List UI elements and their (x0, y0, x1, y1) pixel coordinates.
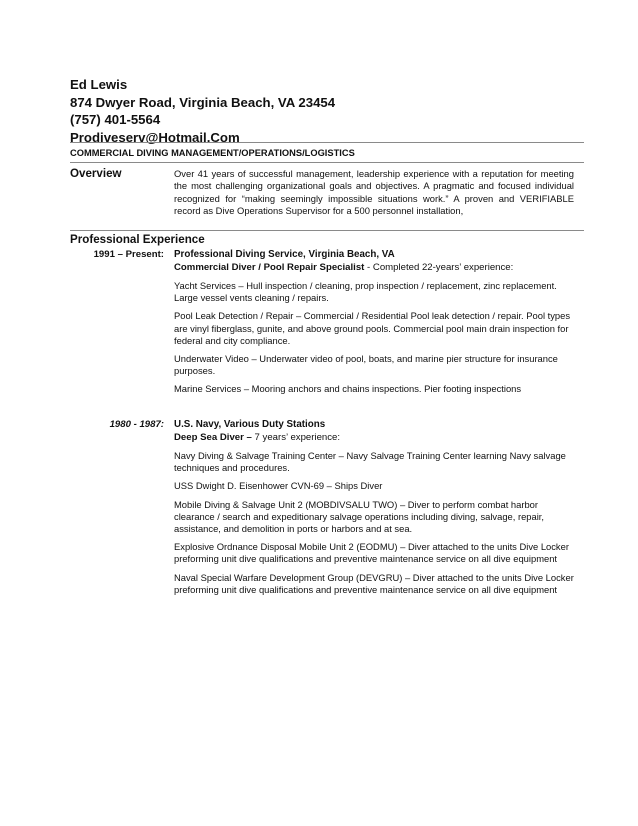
job-content (174, 419, 578, 596)
header-divider (70, 142, 584, 143)
contact-phone: (757) 401-5564 (70, 112, 161, 127)
job-duty: Pool Leak Detection / Repair – Commercial / Residential Pool leak detection / repair. Pool types are vinyl fiberglass, gunite, and above ground pools. Commercial pool main drain inspection for federal and city compliance. (174, 310, 571, 346)
job-role (174, 432, 578, 445)
job-organization: U.S. Navy, Various Duty Stations (174, 419, 326, 430)
contact-email: Prodiveserv@Hotmail.Com (70, 129, 240, 145)
address-city: Virginia Beach, VA 23454 (179, 94, 336, 110)
job-dates: 1991 – Present: (93, 249, 164, 260)
job-duty: USS Dwight D. Eisenhower CVN-69 – Ships Diver (174, 480, 383, 492)
job-dates: 1980 - 1987: (109, 419, 164, 430)
job-content (174, 249, 578, 396)
job-role-title: Deep Sea Diver – (174, 431, 252, 443)
overview-heading: Overview (70, 167, 122, 180)
experience-heading: Professional Experience (70, 233, 205, 246)
job-role-detail: 7 years’ experience: (251, 431, 341, 443)
job-organization: Professional Diving Service, Virginia Beach, VA (174, 249, 395, 260)
banner-divider (70, 162, 584, 163)
job-duty: Marine Services – Mooring anchors and chains inspections. Pier footing inspections (174, 383, 522, 395)
job-duty: Naval Special Warfare Development Group (DEVGRU) – Diver attached to the units Dive Locker preforming unit dive qualifications and preventive maintenance service on all dive equipment (174, 571, 574, 595)
job-duty: Underwater Video – Underwater video of pool, boats, and marine pier structure for insurance purposes. (174, 353, 558, 377)
address-street: 874 Dwyer Road (70, 94, 172, 110)
job-duty: Explosive Ordnance Disposal Mobile Unit 2 (EODMU) – Diver attached to the units Dive Locker preforming unit dive qualifications and preventive maintenance service on all dive equipment (174, 541, 569, 565)
contact-address: 874 Dwyer Road, Virginia Beach, VA 23454 (70, 94, 336, 110)
job-duty: Navy Diving & Salvage Training Center – Navy Salvage Training Center learning Navy salvage techniques and procedures. (174, 450, 566, 474)
job-role (174, 262, 578, 275)
job-duty: Yacht Services – Hull inspection / cleaning, prop inspection / replacement, zinc replacement. Large vessel vents cleaning / repairs. (174, 280, 557, 304)
contact-header (70, 76, 584, 146)
objective-banner: COMMERCIAL DIVING MANAGEMENT/OPERATIONS/LOGISTICS (70, 148, 355, 158)
job-role-title: Commercial Diver / Pool Repair Specialist (174, 261, 365, 273)
contact-name: Ed Lewis (70, 77, 128, 92)
job-duty: Mobile Diving & Salvage Unit 2 (MOBDIVSALU TWO) – Diver to perform combat harbor clearance / search and expeditionary salvage operations including diving, salvage, repair, assistance, and demolition in ports or harbors and at sea. (174, 498, 545, 535)
overview-divider (70, 230, 584, 231)
job-role-detail: - Completed 22-years’ experience: (364, 261, 514, 273)
overview-text: Over 41 years of successful management, leadership experience with a reputation for meeting the most challenging organizational goals and objectives. A pragmatic and focused individual recognized for “making seemingly impossible situations work.” A proven and VERIFIABLE record as Dive Operations Supervisor for a 500 personnel installation, (174, 168, 574, 216)
